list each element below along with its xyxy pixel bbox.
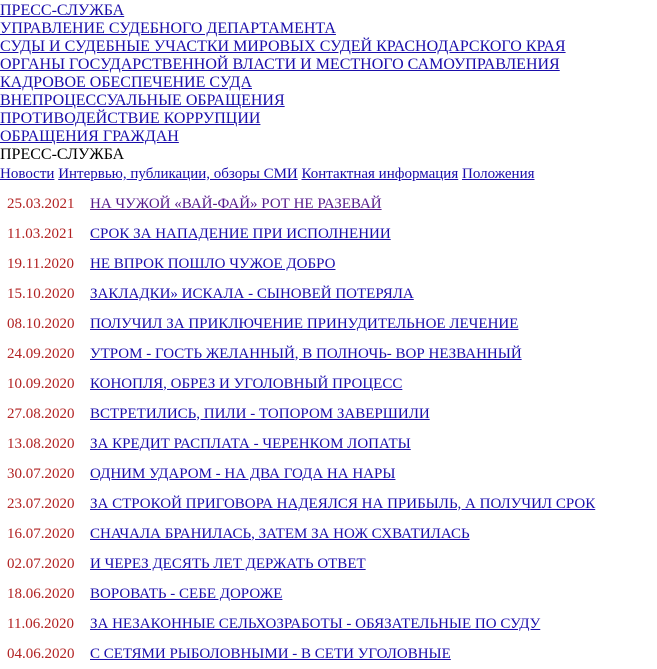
news-title-link[interactable]: С СЕТЯМИ РЫБОЛОВНЫМИ - В СЕТИ УГОЛОВНЫЕ xyxy=(90,645,451,662)
news-date: 11.06.2020 xyxy=(7,615,74,632)
news-title-link[interactable]: УТРОМ - ГОСТЬ ЖЕЛАННЫЙ, В ПОЛНОЧЬ- ВОР НЕЗВАННЫЙ xyxy=(90,345,522,362)
news-date: 24.09.2020 xyxy=(7,345,75,362)
news-title-link[interactable]: ЗАКЛАДКИ» ИСКАЛА - СЫНОВЕЙ ПОТЕРЯЛА xyxy=(90,285,414,302)
subnav-contacts[interactable]: Контактная информация xyxy=(301,166,459,182)
news-title-link[interactable]: НЕ ВПРОК ПОШЛО ЧУЖОЕ ДОБРО xyxy=(90,255,336,272)
news-row xyxy=(0,579,595,609)
news-date: 15.10.2020 xyxy=(7,285,75,302)
menu-item-judicial-department[interactable]: УПРАВЛЕНИЕ СУДЕБНОГО ДЕПАРТАМЕНТА xyxy=(0,20,336,37)
menu-item-anti-corruption[interactable]: ПРОТИВОДЕЙСТВИЕ КОРРУПЦИИ xyxy=(0,110,261,127)
news-row xyxy=(0,279,595,309)
news-date: 25.03.2021 xyxy=(7,195,75,212)
news-row xyxy=(0,189,595,219)
news-title-link[interactable]: СРОК ЗА НАПАДЕНИЕ ПРИ ИСПОЛНЕНИИ xyxy=(90,225,391,242)
news-row xyxy=(0,219,595,249)
menu-item-extraprocedural-appeals[interactable]: ВНЕПРОЦЕССУАЛЬНЫЕ ОБРАЩЕНИЯ xyxy=(0,92,285,109)
news-date: 08.10.2020 xyxy=(7,315,75,332)
news-date: 11.03.2021 xyxy=(7,225,74,242)
subnav-regulations[interactable]: Положения xyxy=(461,166,535,182)
news-title-link[interactable]: НА ЧУЖОЙ «ВАЙ-ФАЙ» РОТ НЕ РАЗЕВАЙ xyxy=(90,195,382,212)
news-list xyxy=(0,189,595,669)
news-title-link[interactable]: ЗА КРЕДИТ РАСПЛАТА - ЧЕРЕНКОМ ЛОПАТЫ xyxy=(90,435,411,452)
subnav-interviews[interactable]: Интервью, публикации, обзоры СМИ xyxy=(58,166,298,182)
menu-item-government-bodies[interactable]: ОРГАНЫ ГОСУДАРСТВЕННОЙ ВЛАСТИ И МЕСТНОГО САМОУПРАВЛЕНИЯ xyxy=(0,56,560,73)
news-title-link[interactable]: ПОЛУЧИЛ ЗА ПРИКЛЮЧЕНИЕ ПРИНУДИТЕЛЬНОЕ ЛЕЧЕНИЕ xyxy=(90,315,519,332)
news-row xyxy=(0,549,595,579)
news-row xyxy=(0,309,595,339)
news-row xyxy=(0,369,595,399)
news-row xyxy=(0,339,595,369)
news-title-link[interactable]: ЗА НЕЗАКОННЫЕ СЕЛЬХОЗРАБОТЫ - ОБЯЗАТЕЛЬНЫЕ ПО СУДУ xyxy=(90,615,541,632)
news-date: 10.09.2020 xyxy=(7,375,75,392)
menu-item-press-service[interactable]: ПРЕСС-СЛУЖБА xyxy=(0,2,125,19)
news-row xyxy=(0,609,595,639)
news-date: 18.06.2020 xyxy=(7,585,75,602)
main-menu xyxy=(0,2,566,164)
news-date: 19.11.2020 xyxy=(7,255,74,272)
news-title-link[interactable]: СНАЧАЛА БРАНИЛАСЬ, ЗАТЕМ ЗА НОЖ СХВАТИЛАСЬ xyxy=(90,525,470,542)
menu-item-current-section: ПРЕСС-СЛУЖБА xyxy=(0,146,125,163)
news-row xyxy=(0,249,595,279)
news-title-link[interactable]: И ЧЕРЕЗ ДЕСЯТЬ ЛЕТ ДЕРЖАТЬ ОТВЕТ xyxy=(90,555,366,572)
news-title-link[interactable]: ОДНИМ УДАРОМ - НА ДВА ГОДА НА НАРЫ xyxy=(90,465,396,482)
news-date: 27.08.2020 xyxy=(7,405,75,422)
news-title-link[interactable]: ВОРОВАТЬ - СЕБЕ ДОРОЖЕ xyxy=(90,585,283,602)
news-date: 02.07.2020 xyxy=(7,555,75,572)
news-date: 04.06.2020 xyxy=(7,645,75,662)
news-row xyxy=(0,489,595,519)
subsection-nav xyxy=(0,165,535,183)
news-row xyxy=(0,459,595,489)
news-date: 16.07.2020 xyxy=(7,525,75,542)
news-date: 23.07.2020 xyxy=(7,495,75,512)
news-title-link[interactable]: ЗА СТРОКОЙ ПРИГОВОРА НАДЕЯЛСЯ НА ПРИБЫЛЬ, А ПОЛУЧИЛ СРОК xyxy=(90,495,596,512)
subnav-news[interactable]: Новости xyxy=(0,166,55,182)
news-title-link[interactable]: ВСТРЕТИЛИСЬ, ПИЛИ - ТОПОРОМ ЗАВЕРШИЛИ xyxy=(90,405,430,422)
news-title-link[interactable]: КОНОПЛЯ, ОБРЕЗ И УГОЛОВНЫЙ ПРОЦЕСС xyxy=(90,375,403,392)
news-row xyxy=(0,639,595,669)
news-row xyxy=(0,399,595,429)
news-date: 13.08.2020 xyxy=(7,435,75,452)
news-row xyxy=(0,429,595,459)
menu-item-citizen-appeals[interactable]: ОБРАЩЕНИЯ ГРАЖДАН xyxy=(0,128,179,145)
menu-item-courts-krasnodar[interactable]: СУДЫ И СУДЕБНЫЕ УЧАСТКИ МИРОВЫХ СУДЕЙ КРАСНОДАРСКОГО КРАЯ xyxy=(0,38,566,55)
menu-item-staffing[interactable]: КАДРОВОЕ ОБЕСПЕЧЕНИЕ СУДА xyxy=(0,74,252,91)
news-row xyxy=(0,519,595,549)
news-date: 30.07.2020 xyxy=(7,465,75,482)
